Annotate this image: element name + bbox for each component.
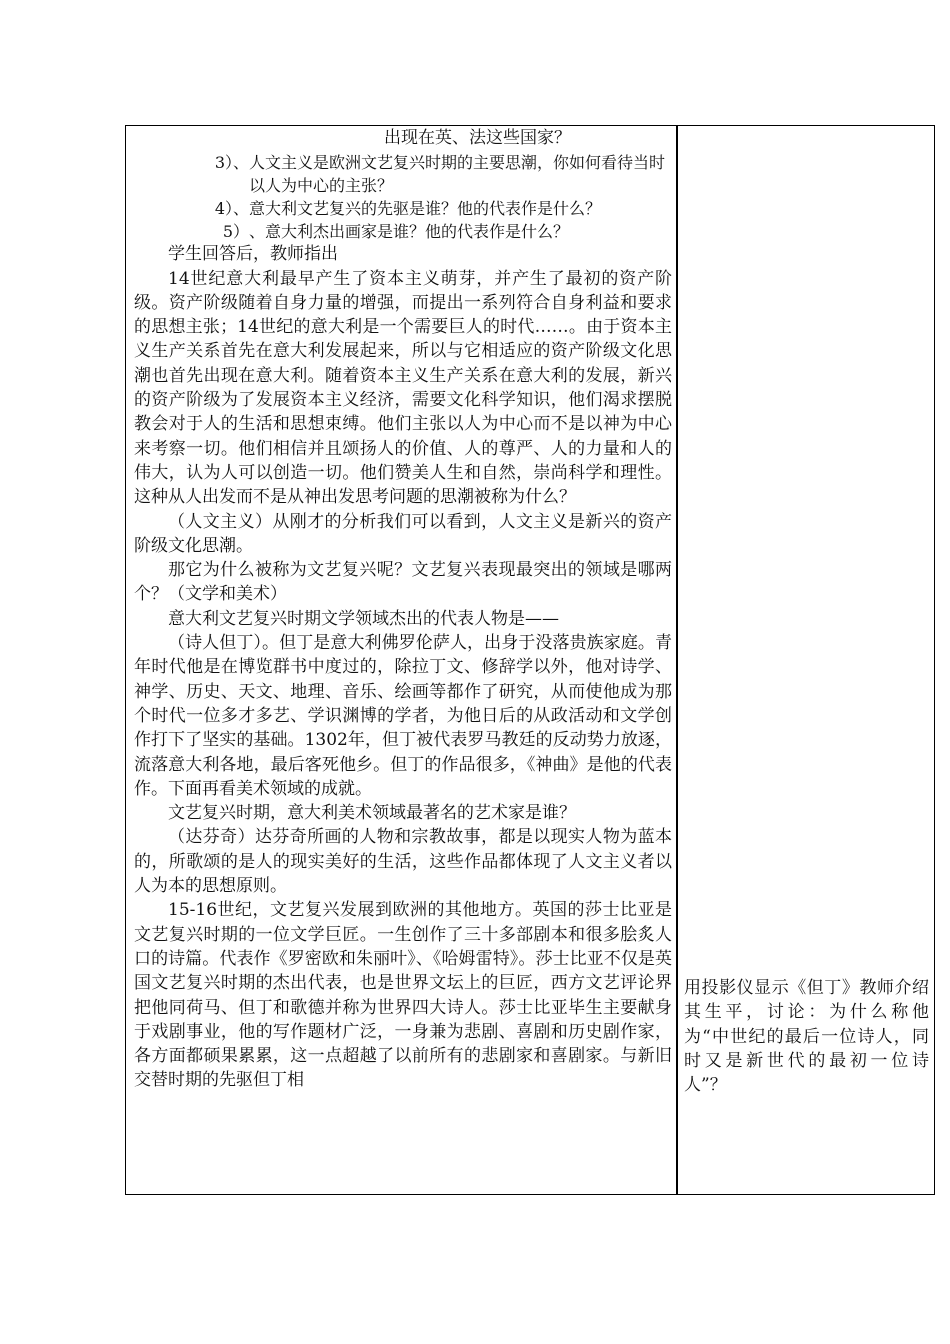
question-text: 人文主义是欧洲文艺复兴时期的主要思潮，你如何看待当时以人为中心的主张？	[249, 153, 666, 196]
paragraph: 那它为什么被称为文艺复兴呢？文艺复兴表现最突出的领域是哪两个？（文学和美术）	[134, 560, 672, 605]
paragraph: （诗人但丁）。但丁是意大利佛罗伦萨人，出身于没落贵族家庭。青年时代他是在博览群书中度过的，除拉丁文、修辞学以外，他对诗学、神学、历史、天文、地理、音乐、绘画等都作了研究，从而使他成为那个时代一位多才多艺、学识渊博的学者，为他日后的从政活动和文学创作打下了坚实的基础。1302年，但丁被代表罗马教廷的反动势力放逐，流落意大利各地，最后客死他乡。但丁的作品很多，《神曲》是他的代表作。下面再看美术领域的成就。	[134, 633, 672, 799]
question-5	[134, 219, 672, 242]
paragraph: 14世纪意大利最早产生了资本主义萌芽，并产生了最初的资产阶级。资产阶级随着自身力量的增强，而提出一系列符合自身利益和要求的思想主张；14世纪的意大利是一个需要巨人的时代……。由于资本主义生产关系首先在意大利发展起来，所以与它相适应的资产阶级文化思潮也首先出现在意大利。随着资本主义生产关系在意大利的发展，新兴的资产阶级为了发展资本主义经济，需要文化科学知识，他们渴求摆脱教会对于人的生活和思想束缚。他们主张以人为中心而不是以神为中心来考察一切。他们相信并且颂扬人的价值、人的尊严、人的力量和人的伟大，认为人可以创造一切。他们赞美人生和自然，崇尚科学和理性。这种从人出发而不是从神出发思考问题的思潮被称为什么？	[134, 268, 672, 508]
question-number: 5）	[222, 222, 249, 242]
question-text: 、意大利杰出画家是谁？他的代表作是什么？	[249, 222, 570, 242]
question-3	[134, 150, 672, 196]
paragraph: 学生回答后，教师指出	[168, 244, 338, 265]
question-number: 4）、	[214, 199, 249, 219]
question-text: 意大利文艺复兴的先驱是谁？他的代表作是什么？	[249, 199, 602, 219]
question-2-continuation: 出现在英、法这些国家？	[384, 128, 571, 148]
question-4	[134, 196, 672, 219]
paragraph: 15-16世纪，文艺复兴发展到欧洲的其他地方。英国的莎士比亚是文艺复兴时期的一位文学巨匠。一生创作了三十多部剧本和很多脍炙人口的诗篇。代表作《罗密欧和朱丽叶》、《哈姆雷特》。莎士比亚不仅是英国文艺复兴时期的杰出代表，也是世界文坛上的巨匠，西方文艺评论界把他同荷马、但丁和歌德并称为世界四大诗人。莎士比亚毕生主要献身于戏剧事业，他的写作题材广泛，一身兼为悲剧、喜剧和历史剧作家，各方面都硕果累累，这一点超越了以前所有的悲剧家和喜剧家。与新旧交替时期的先驱但丁相	[134, 900, 672, 1091]
teaching-notes-cell	[684, 976, 929, 1097]
teaching-note: 用投影仪显示《但丁》教师介绍其生平，讨论：为什么称他为“中世纪的最后一位诗人，同时又是新世代的最初一位诗人”？	[684, 978, 929, 1096]
paragraph: （达芬奇）达芬奇所画的人物和宗教故事，都是以现实人物为蓝本的，所歌颂的是人的现实美好的生活，这些作品都体现了人文主义者以人为本的思想原则。	[134, 827, 672, 897]
paragraph: 文艺复兴时期，意大利美术领域最著名的艺术家是谁？	[168, 803, 576, 824]
paragraph: 意大利文艺复兴时期文学领域杰出的代表人物是——	[168, 608, 559, 629]
question-number: 3）、	[214, 153, 249, 173]
paragraph: （人文主义）从刚才的分析我们可以看到，人文主义是新兴的资产阶级文化思潮。	[134, 511, 672, 556]
column-divider	[676, 126, 678, 1194]
lesson-table	[125, 125, 935, 1195]
teaching-content-cell	[134, 126, 672, 1093]
